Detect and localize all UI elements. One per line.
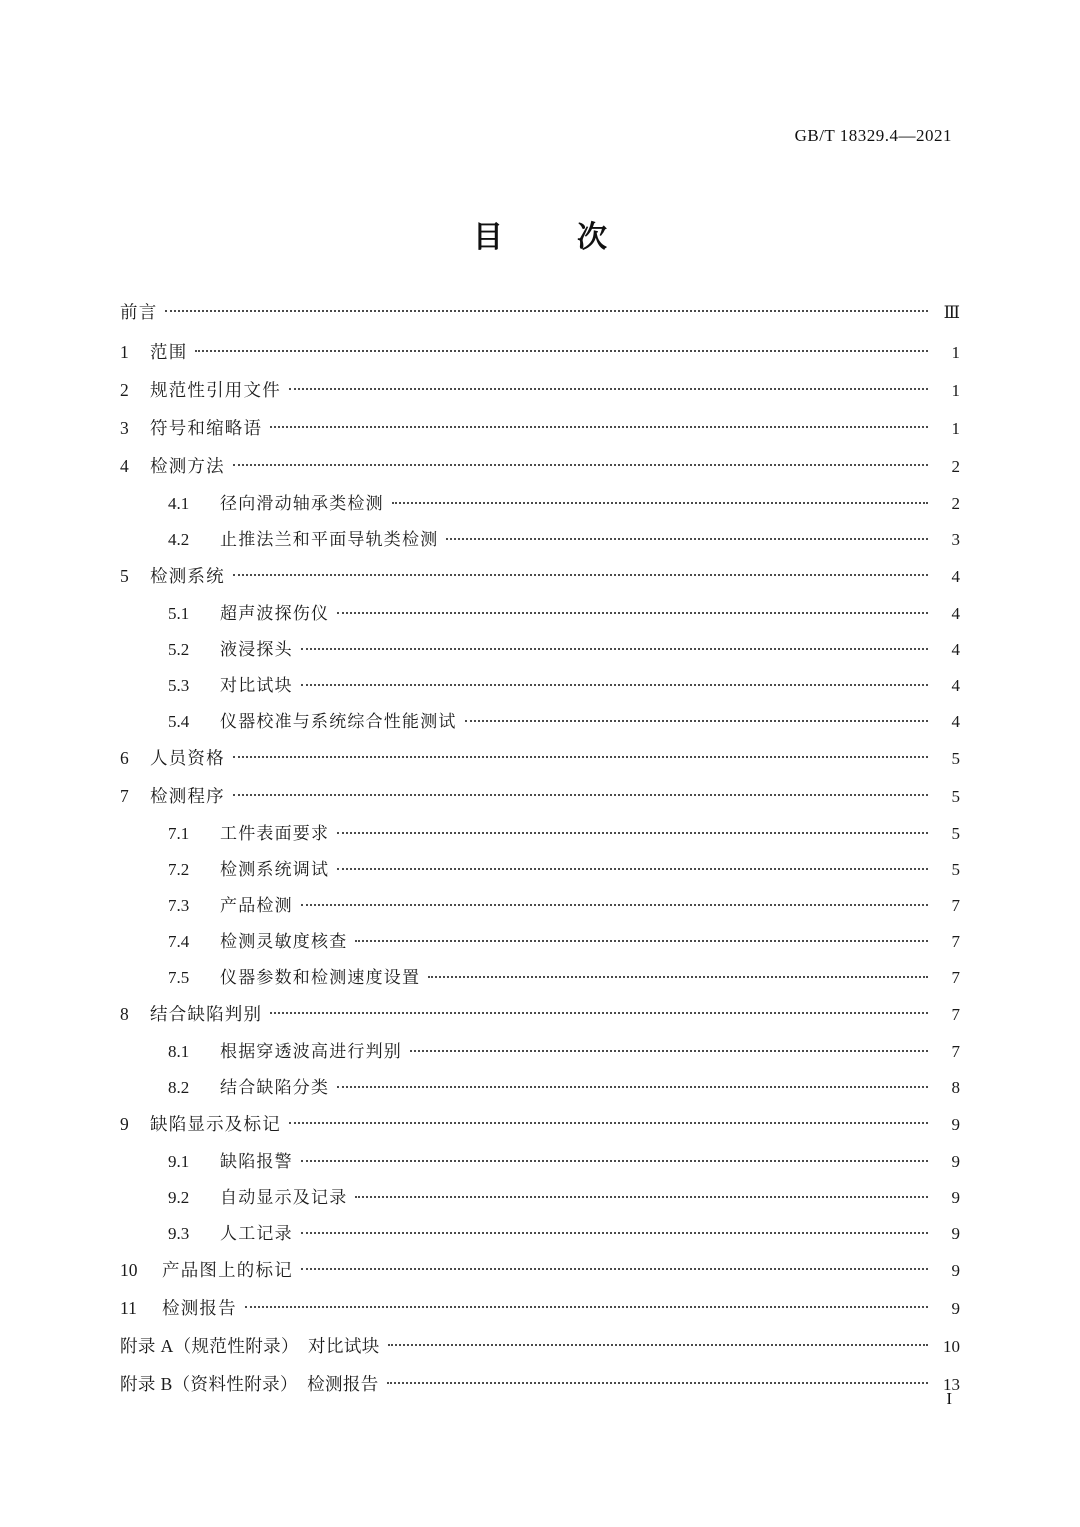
toc-entry[interactable] [120, 1258, 960, 1279]
toc-entry-label: 仪器校准与系统综合性能测试 [220, 712, 457, 731]
toc-leader-dots [301, 1258, 928, 1276]
toc-entry-page: 7 [951, 896, 960, 915]
toc-entry-number: 5 [120, 565, 129, 586]
toc-leader-dots [245, 1296, 928, 1314]
toc-entry-label: 前言 [120, 301, 158, 322]
toc-entry[interactable] [120, 528, 960, 548]
toc-leader-dots [301, 638, 928, 655]
toc-entry-page: 9 [951, 1188, 960, 1207]
toc-entry-label: 检测系统调试 [220, 860, 330, 879]
toc-leader-dots [465, 710, 928, 727]
toc-leader-dots [289, 1112, 928, 1130]
toc-entry-page: 7 [951, 968, 960, 987]
toc-entry-label: 结合缺陷分类 [220, 1078, 330, 1097]
toc-entry-number: 5.3 [168, 676, 190, 695]
toc-entry-number: 4 [120, 455, 129, 476]
toc-entry[interactable] [120, 300, 960, 321]
toc-entry[interactable] [120, 1222, 960, 1242]
toc-entry-page: 4 [951, 640, 960, 659]
toc-leader-dots [428, 966, 928, 983]
toc-entry-number: 7.2 [168, 860, 190, 879]
toc-leader-dots [301, 1222, 928, 1239]
toc-entry[interactable] [120, 416, 960, 437]
table-of-contents [120, 300, 960, 1410]
toc-entry-number: 8.1 [168, 1042, 190, 1061]
toc-entry-label: 人工记录 [220, 1224, 293, 1243]
toc-entry-page: 2 [951, 456, 960, 476]
toc-entry[interactable] [120, 746, 960, 767]
toc-leader-dots [355, 930, 928, 947]
toc-entry[interactable] [120, 930, 960, 950]
toc-entry[interactable] [120, 966, 960, 986]
toc-entry-number: 9.1 [168, 1152, 190, 1171]
toc-entry-page: 1 [951, 380, 960, 400]
toc-entry-page: 1 [951, 342, 960, 362]
toc-entry-number: 7.3 [168, 896, 190, 915]
toc-entry-label: 产品检测 [220, 896, 293, 915]
toc-entry-number: 5.2 [168, 640, 190, 659]
toc-entry-label: 检测系统 [150, 565, 225, 586]
toc-entry-label: 范围 [150, 341, 188, 362]
toc-leader-dots [301, 1150, 928, 1167]
toc-entry[interactable] [120, 1372, 960, 1393]
toc-leader-dots [165, 300, 928, 318]
toc-entry-number: 7.4 [168, 932, 190, 951]
toc-entry[interactable] [120, 454, 960, 475]
toc-entry-page: 2 [951, 494, 960, 513]
toc-entry-page: 10 [943, 1336, 960, 1356]
toc-entry[interactable] [120, 822, 960, 842]
toc-entry-label: 根据穿透波高进行判别 [220, 1042, 402, 1061]
toc-entry[interactable] [120, 894, 960, 914]
toc-entry-label: 工件表面要求 [220, 824, 330, 843]
toc-entry-page: 7 [951, 932, 960, 951]
toc-entry-number: 3 [120, 417, 129, 438]
toc-entry[interactable] [120, 1040, 960, 1060]
toc-entry[interactable] [120, 674, 960, 694]
toc-entry[interactable] [120, 858, 960, 878]
toc-leader-dots [301, 894, 928, 911]
toc-entry[interactable] [120, 710, 960, 730]
toc-leader-dots [388, 1334, 928, 1352]
toc-entry-page: 4 [951, 566, 960, 586]
toc-leader-dots [410, 1040, 928, 1057]
toc-entry[interactable] [120, 1150, 960, 1170]
toc-leader-dots [337, 822, 928, 839]
toc-entry[interactable] [120, 1334, 960, 1355]
toc-entry[interactable] [120, 564, 960, 585]
toc-entry[interactable] [120, 1112, 960, 1133]
toc-entry-label: 仪器参数和检测速度设置 [220, 968, 421, 987]
toc-entry-label: 缺陷显示及标记 [150, 1113, 281, 1134]
toc-entry[interactable] [120, 1002, 960, 1023]
toc-entry-number: 2 [120, 379, 129, 400]
toc-entry[interactable] [120, 1076, 960, 1096]
toc-entry-label: 符号和缩略语 [150, 417, 263, 438]
toc-entry-number: 1 [120, 341, 129, 362]
toc-entry[interactable] [120, 492, 960, 512]
toc-entry-label: 缺陷报警 [220, 1152, 293, 1171]
toc-leader-dots [337, 1076, 928, 1093]
toc-leader-dots [337, 602, 928, 619]
toc-entry-number: 5.4 [168, 712, 190, 731]
toc-entry-page: 7 [951, 1042, 960, 1061]
toc-entry-page: 5 [951, 824, 960, 843]
toc-entry-number: 8.2 [168, 1078, 190, 1097]
toc-entry-label: 产品图上的标记 [162, 1259, 293, 1280]
toc-entry-page: 5 [951, 786, 960, 806]
toc-entry-label: 对比试块 [220, 676, 293, 695]
toc-entry-page: 5 [951, 748, 960, 768]
toc-entry-number: 6 [120, 747, 129, 768]
toc-entry-page: 9 [951, 1260, 960, 1280]
toc-leader-dots [233, 746, 928, 764]
toc-entry-label: 结合缺陷判别 [150, 1003, 263, 1024]
toc-entry-page: 9 [951, 1224, 960, 1243]
toc-entry-number: 7.1 [168, 824, 190, 843]
toc-entry-number: 9.2 [168, 1188, 190, 1207]
toc-entry-page: 9 [951, 1114, 960, 1134]
toc-entry-label: 自动显示及记录 [220, 1188, 348, 1207]
toc-leader-dots [195, 340, 928, 358]
toc-entry-page: 4 [951, 604, 960, 623]
toc-entry-page: 9 [951, 1152, 960, 1171]
toc-entry[interactable] [120, 378, 960, 399]
toc-entry[interactable] [120, 1296, 960, 1317]
toc-leader-dots [392, 492, 928, 509]
toc-entry-number: 9 [120, 1113, 129, 1134]
toc-leader-dots [387, 1372, 928, 1390]
toc-entry-page: 4 [951, 676, 960, 695]
toc-entry-number: 7 [120, 785, 129, 806]
toc-entry-page: 3 [951, 530, 960, 549]
toc-entry-label: 止推法兰和平面导轨类检测 [220, 530, 439, 549]
toc-entry[interactable] [120, 340, 960, 361]
toc-leader-dots [289, 378, 928, 396]
toc-entry-number: 9.3 [168, 1224, 190, 1243]
toc-leader-dots [301, 674, 928, 691]
toc-entry-page: 13 [943, 1374, 960, 1394]
toc-leader-dots [337, 858, 928, 875]
toc-entry-label: 液浸探头 [220, 640, 293, 659]
toc-entry-label: 检测方法 [150, 455, 225, 476]
toc-leader-dots [446, 528, 928, 545]
toc-entry-label: 附录 B（资料性附录） 检测报告 [120, 1373, 379, 1394]
toc-entry-page: Ⅲ [943, 302, 960, 322]
toc-entry-label: 附录 A（规范性附录） 对比试块 [120, 1335, 380, 1356]
standard-code-header: GB/T 18329.4—2021 [794, 126, 952, 145]
toc-entry-label: 检测灵敏度核查 [220, 932, 348, 951]
toc-entry[interactable] [120, 638, 960, 658]
toc-entry-page: 1 [951, 418, 960, 438]
toc-leader-dots [233, 564, 928, 582]
toc-entry-page: 9 [951, 1298, 960, 1318]
toc-entry-number: 7.5 [168, 968, 190, 987]
page-title: 目 次 [473, 221, 629, 254]
toc-leader-dots [355, 1186, 928, 1203]
toc-entry-label: 检测报告 [162, 1297, 237, 1318]
toc-entry[interactable] [120, 784, 960, 805]
toc-entry[interactable] [120, 1186, 960, 1206]
toc-entry-label: 规范性引用文件 [150, 379, 281, 400]
toc-entry-number: 4.2 [168, 530, 190, 549]
toc-entry[interactable] [120, 602, 960, 622]
toc-leader-dots [270, 416, 928, 434]
toc-leader-dots [233, 454, 928, 472]
toc-leader-dots [233, 784, 928, 802]
toc-entry-number: 8 [120, 1003, 129, 1024]
toc-entry-number: 10 [120, 1259, 138, 1280]
toc-entry-label: 人员资格 [150, 747, 225, 768]
page-number-footer: I [946, 1389, 952, 1408]
toc-entry-label: 超声波探伤仪 [220, 604, 330, 623]
toc-entry-label: 径向滑动轴承类检测 [220, 494, 384, 513]
toc-entry-number: 5.1 [168, 604, 190, 623]
toc-entry-page: 8 [951, 1078, 960, 1097]
toc-leader-dots [270, 1002, 928, 1020]
toc-entry-page: 4 [951, 712, 960, 731]
toc-entry-page: 5 [951, 860, 960, 879]
toc-entry-number: 11 [120, 1297, 137, 1318]
toc-entry-label: 检测程序 [150, 785, 225, 806]
toc-entry-number: 4.1 [168, 494, 190, 513]
toc-entry-page: 7 [951, 1004, 960, 1024]
